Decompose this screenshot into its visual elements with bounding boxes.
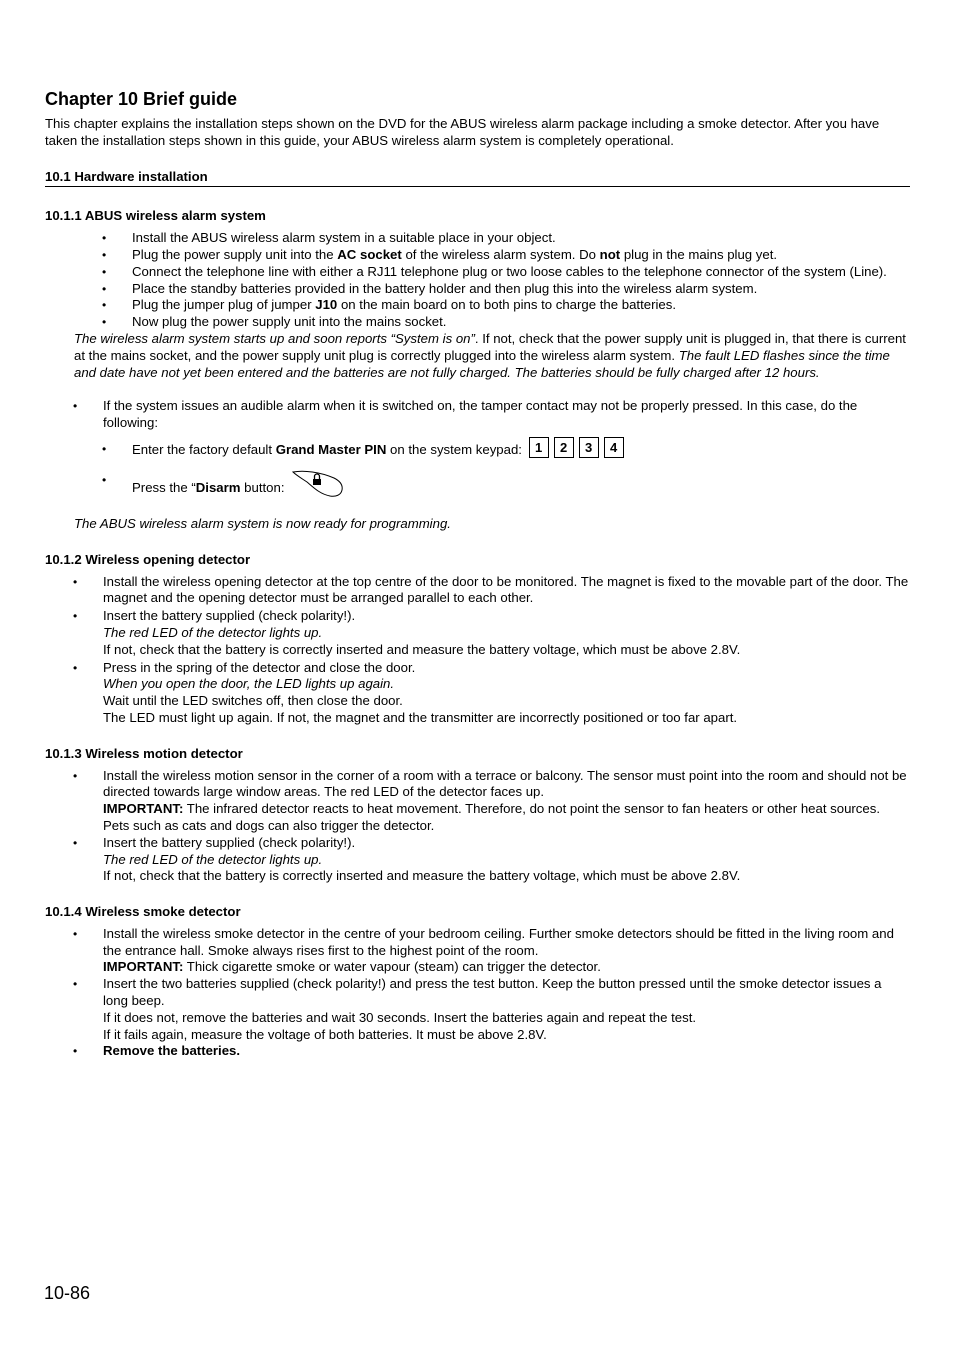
page-number: 10-86 <box>44 1283 91 1303</box>
tamper-list <box>45 398 910 432</box>
list-item: • Insert the two batteries supplied (check polarity!) and press the test button. Keep the button pressed until the smoke detector issues a long beep. If it does not, remove the batteries and wait 30 seconds. Insert the batteries again and repeat the test. If it fails again, measure the voltage of both batteries. It must be above 2.8V. <box>45 976 910 1043</box>
smoke-detector-steps <box>45 926 910 1060</box>
keypad-key: 1 <box>529 437 549 458</box>
document-page <box>45 88 910 1060</box>
list-item: • If the system issues an audible alarm when it is switched on, the tamper contact may not be properly pressed. In this case, do the following: <box>45 398 910 432</box>
keypad-keys <box>529 437 629 462</box>
section-heading-hardware-installation: 10.1 Hardware installation <box>45 169 910 188</box>
list-item: • Press the “Disarm button: <box>45 468 910 506</box>
list-item: • Enter the factory default Grand Master PIN on the system keypad: 1 2 3 4 <box>45 437 910 462</box>
list-item: • Insert the battery supplied (check polarity!). The red LED of the detector lights up. If not, check that the battery is correctly inserted and measure the battery voltage, which must be above 2.8V. <box>45 608 910 658</box>
opening-detector-steps <box>45 574 910 727</box>
list-item: • Press in the spring of the detector and close the door. When you open the door, the LED lights up again. Wait until the LED switches off, then close the door. The LED must light up again. If not, the magnet and the transmitter are incorrectly positioned or too far apart. <box>45 660 910 727</box>
ready-note: The ABUS wireless alarm system is now ready for programming. <box>74 515 451 531</box>
chapter-title: Chapter 10 Brief guide <box>45 89 238 109</box>
list-item: • Place the standby batteries provided in the battery holder and then plug this into the wireless alarm system. <box>45 281 910 298</box>
keypad-key: 2 <box>554 437 574 458</box>
subsection-heading-smoke-detector: 10.1.4 Wireless smoke detector <box>45 904 241 920</box>
keypad-key: 3 <box>579 437 599 458</box>
list-item: • Now plug the power supply unit into the mains socket. <box>45 314 910 331</box>
list-item: • Install the wireless motion sensor in the corner of a room with a terrace or balcony. The sensor must point into the room and should not be directed towards large window areas. The red LED of the detector faces up. IMPORTANT: The infrared detector reacts to heat movement. Therefore, do not point the sensor to fan heaters or other heat sources. Pets such as cats and dogs can also trigger the detector. <box>45 768 910 835</box>
list-item: • Install the ABUS wireless alarm system in a suitable place in your object. <box>45 230 910 247</box>
alarm-system-steps <box>45 230 910 331</box>
tamper-steps <box>45 437 910 506</box>
subsection-heading-opening-detector: 10.1.2 Wireless opening detector <box>45 551 251 567</box>
subsection-heading-motion-detector: 10.1.3 Wireless motion detector <box>45 745 243 761</box>
list-item: • Install the wireless smoke detector in the centre of your bedroom ceiling. Further smoke detectors should be fitted in the living room and the entrance hall. Smoke always rises first to the highest point of the room. IMPORTANT: Thick cigarette smoke or water vapour (steam) can trigger the detector. <box>45 926 910 976</box>
list-item: • Plug the power supply unit into the AC socket of the wireless alarm system. Do not plug in the mains plug yet. <box>45 247 910 264</box>
intro-paragraph: This chapter explains the installation steps shown on the DVD for the ABUS wireless alarm package including a smoke detector. After you have taken the installation steps shown in this guide, your ABUS wireless alarm system is completely operational. <box>45 116 880 148</box>
disarm-button-icon <box>290 468 344 506</box>
list-item: • Connect the telephone line with either a RJ11 telephone plug or two loose cables to the telephone connector of the system (Line). <box>45 264 910 281</box>
list-item: • Install the wireless opening detector at the top centre of the door to be monitored. The magnet is fixed to the movable part of the door. The magnet and the opening detector must be arranged parallel to each other. <box>45 574 910 608</box>
motion-detector-steps <box>45 768 910 886</box>
startup-note: The wireless alarm system starts up and soon reports “System is on”. If not, check that the power supply unit is plugged in, that there is current at the mains socket, and the power supply unit plug is correctly plugged into the wireless alarm system. The fault LED flashes since the time and date have not yet been entered and the batteries are not fully charged. The batteries should be fully charged after 12 hours. <box>74 330 906 380</box>
list-item: • Remove the batteries. <box>45 1043 910 1060</box>
subsection-heading-alarm-system: 10.1.1 ABUS wireless alarm system <box>45 208 266 224</box>
list-item: • Insert the battery supplied (check polarity!). The red LED of the detector lights up. If not, check that the battery is correctly inserted and measure the battery voltage, which must be above 2.8V. <box>45 835 910 885</box>
keypad-key: 4 <box>604 437 624 458</box>
list-item: • Plug the jumper plug of jumper J10 on the main board on to both pins to charge the batteries. <box>45 297 910 314</box>
